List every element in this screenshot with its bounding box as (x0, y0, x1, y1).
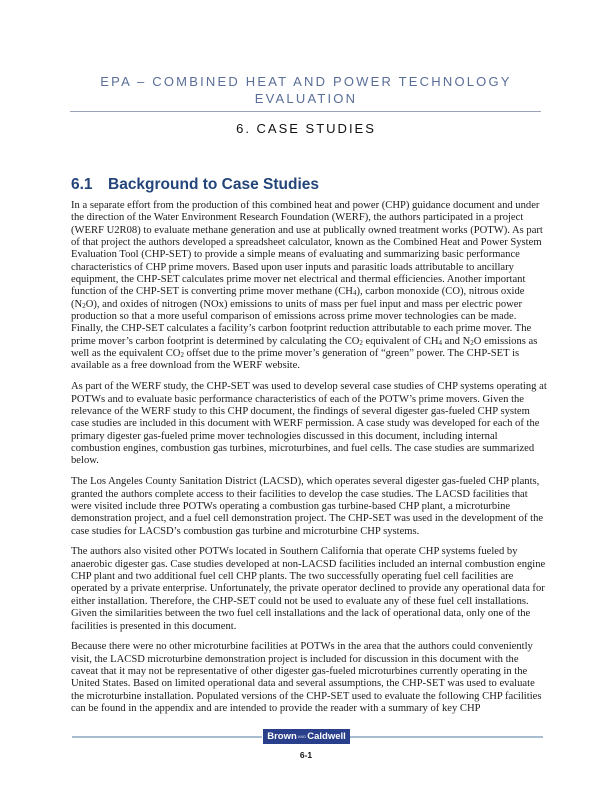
subscript: 2 (82, 301, 86, 310)
section-heading (71, 176, 319, 194)
paragraph-1 (71, 200, 547, 373)
text-run: equivalent of CH (362, 335, 439, 347)
text-run: O emissions as well as the equivalent CO (71, 335, 538, 360)
footer-divider-right (350, 736, 543, 738)
brown-and-caldwell-logo (263, 729, 350, 744)
text-run: O), and oxides of nitrogen (NOx) emissions to units of mass per fuel input and mass per electric power production so that a more useful comparison of emissions across prime mover technologies can be made. Finally, the CHP-SET calculates a facility’s carbon footprint reduction attributable to each prime mover. The prime mover’s carbon footprint is determined by calculating the CO (71, 298, 532, 347)
logo-text-and: AND (297, 734, 307, 739)
text-run: In a separate effort from the production of this combined heat and power (CHP) guidance document and under the direction of the Water Environment Research Foundation (WERF), the authors participated in a project (WERF U2R08) to evaluate methane generation and use at publically owned treatment works (POTW). As part of that project the authors developed a spreadsheet calculator, known as the Combined Heat and Power System Evaluation Tool (CHP-SET) to provide a simple means of evaluating and summarizing basic performance characteristics of CHP prime movers. Based upon user inputs and parasitic loads attributable to ancillary equipment, the CHP-SET calculates prime mover net electrical and thermal efficiencies. Another important function of the CHP-SET is converting prime mover methane (CH (71, 200, 543, 298)
section-title: Background to Case Studies (108, 176, 320, 193)
paragraph-4: The authors also visited other POTWs located in Southern California that operate CHP systems fueled by anaerobic digester gas. Case studies developed at non-LACSD facilities included an internal combustion engine CHP plant and two additional fuel cell CHP plants. The two successfully operating fuel cell facilities are operated by a private enterprise. Unfortunately, the private operator declined to provide any operational data for either installation. Therefore, the CHP-SET could not be used to evaluate any of these fuel cell installations. Given the similarities between the two fuel cell installations and the lack of operational data, only one of the facilities is presented in this document. (71, 546, 546, 632)
text-run: offset due to the prime mover’s generation of “green” power. The CHP-SET is available as a free download from the WERF website. (71, 348, 520, 372)
header-title-line-1: EPA – COMBINED HEAT AND POWER TECHNOLOGY (100, 74, 512, 89)
subscript: 2 (359, 338, 363, 347)
paragraph-3: The Los Angeles County Sanitation District (LACSD), which operates several digester gas-fueled CHP plants, granted the authors complete access to their facilities to develop the case studies. The LACSD facilities that were visited include three POTWs operating a combustion gas turbine-based CHP plant, a microturbine demonstration project, and a fuel cell demonstration project. The CHP-SET was used in the development of the case studies for LACSD’s combustion gas turbine and microturbine CHP systems. (71, 476, 544, 537)
footer-divider-left (72, 736, 262, 738)
chapter-title: 6. CASE STUDIES (236, 121, 376, 136)
page-number: 6-1 (299, 750, 313, 760)
subscript: 2 (470, 338, 474, 347)
subscript: 2 (180, 351, 184, 360)
section-number: 6.1 (71, 176, 93, 193)
header-title-line-2: EVALUATION (254, 91, 358, 106)
logo-text-caldwell: Caldwell (307, 731, 346, 742)
text-run: ), carbon monoxide (CO), nitrous oxide (N (71, 286, 525, 310)
text-run: and N (442, 335, 471, 347)
body-text (71, 200, 547, 724)
paragraph-2: As part of the WERF study, the CHP-SET was used to develop several case studies of CHP systems operating at POTWs and to evaluate basic performance characteristics of each of the POTW’s prime movers. Given the relevance of the WERF study to this CHP document, the findings of several digester gas-fueled CHP system case studies are included in this document with WERF permission. A case study was developed for each of the primary digester gas-fueled prime mover technologies discussed in this document, including internal combustion engines, combustion gas turbines, microturbines, and fuel cells. The case studies are summarized below. (71, 381, 547, 467)
subscript: 4 (438, 338, 443, 347)
running-header-title (60, 73, 552, 107)
header-divider (70, 111, 541, 113)
paragraph-5: Because there were no other microturbine facilities at POTWs in the area that the authors could conveniently visit, the LACSD microturbine demonstration project is included for discussion in this document with the caveat that it may not be representative of other digester gas-fueled microturbines currently operating in the United States. Based on limited operational data and several assumptions, the CHP-SET was used to evaluate the microturbine installation. Populated versions of the CHP-SET used to evaluate the following CHP facilities can be found in the appendix and are intended to provide the reader with a summary of key CHP (71, 641, 542, 715)
logo-text-brown: Brown (267, 731, 297, 742)
subscript: 4 (352, 289, 357, 298)
